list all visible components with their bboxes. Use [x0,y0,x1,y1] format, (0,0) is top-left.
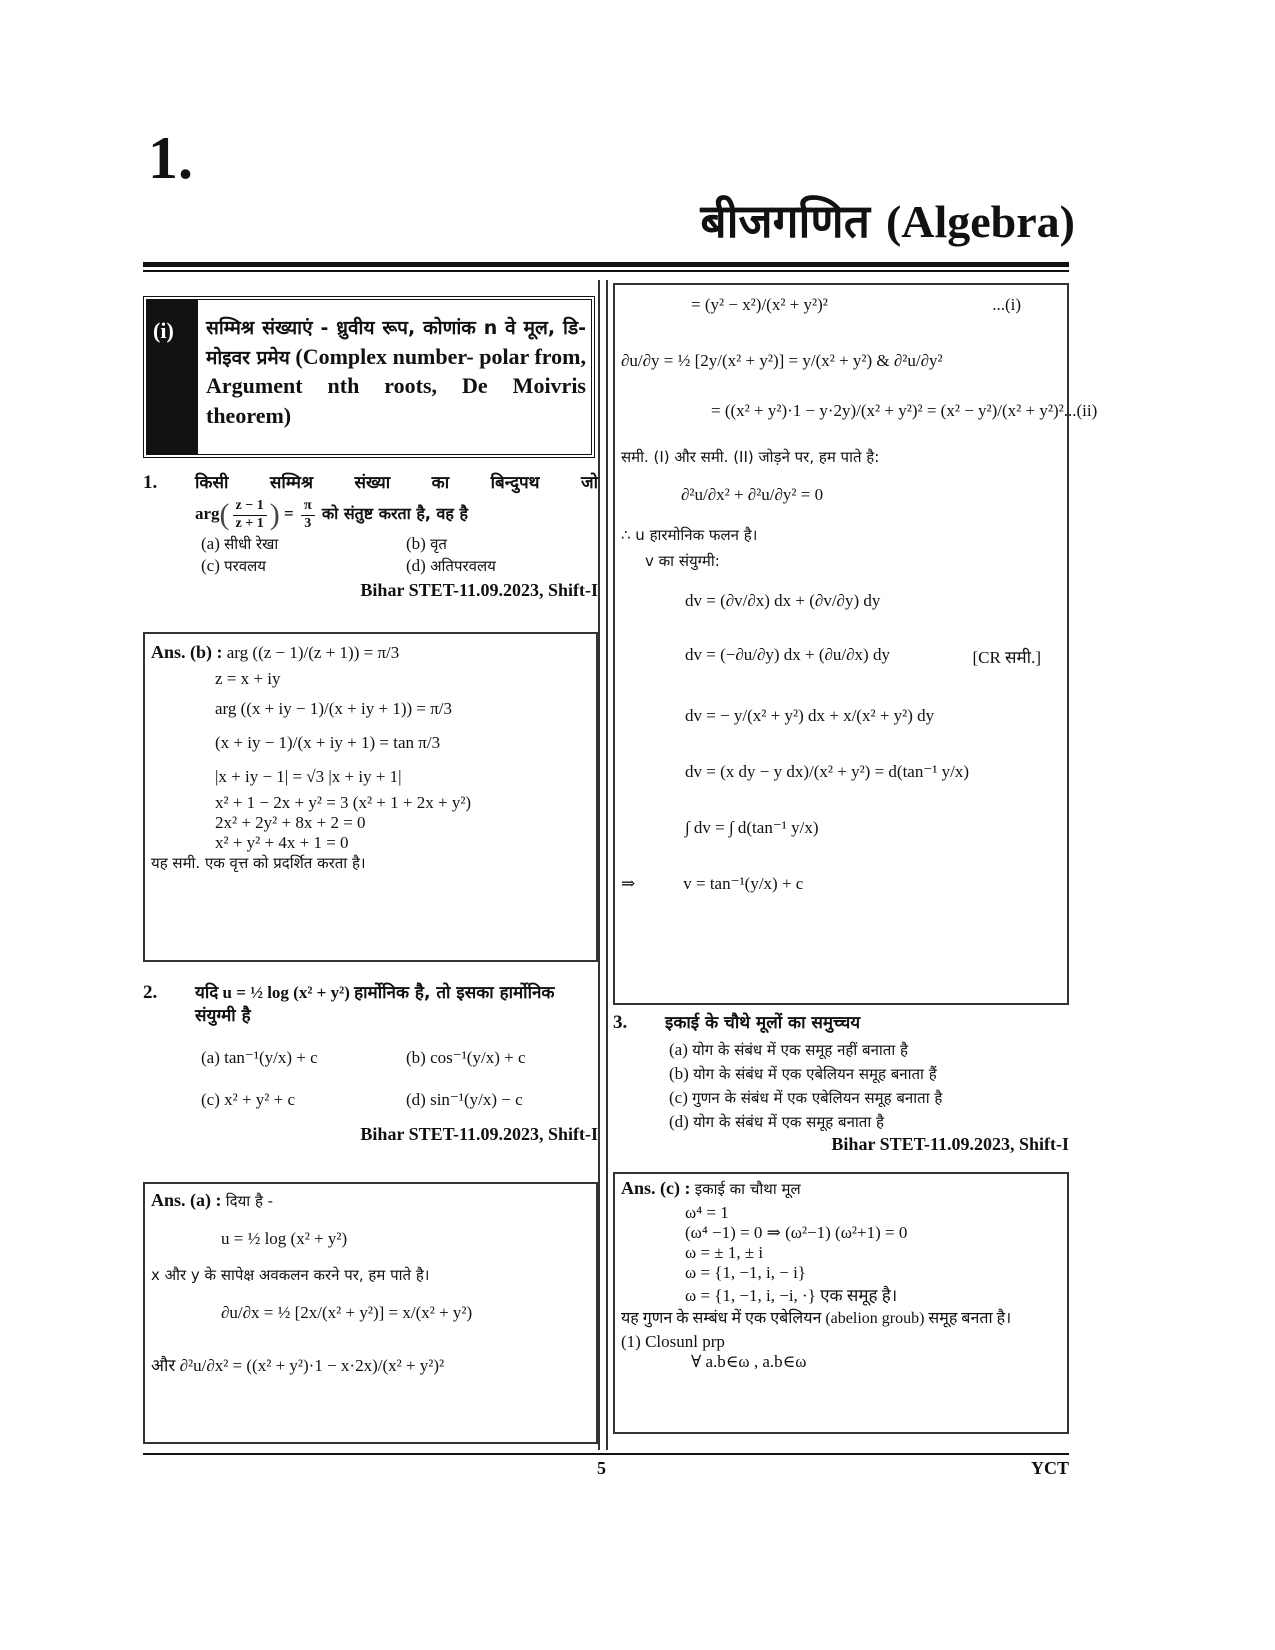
equation-tag: ...(ii) [1063,401,1098,420]
answer-paragraph: यह गुणन के सम्बंध में एक एबेलियन (abelion groub) समूह बनता है। [621,1310,1012,1327]
options-list [201,534,598,576]
option-d[interactable]: (d) sin⁻¹(y/x) − c [406,1090,523,1109]
answer-line: arg ((x + iy − 1)/(x + iy + 1)) = π/3 [215,699,453,718]
answer-line: ω = {1, −1, i, −i, ·} एक समूह है। [685,1286,898,1305]
answer-line: x² + 1 − 2x + y² = 3 (x² + 1 + 2x + y²) [215,793,472,812]
option-a[interactable]: (a) tan⁻¹(y/x) + c [201,1048,318,1067]
topic-divider [195,300,198,454]
answer-line: ∫ dv = ∫ d(tan⁻¹ y/x) [685,818,819,837]
answer-line: (1) Closunl prp [621,1332,725,1351]
answer-line: और ∂²u/∂x² = ((x² + y²)·1 − x·2x)/(x² + y²)² [151,1356,445,1375]
answer-line: z = x + iy [215,669,281,688]
answer-line: (x + iy − 1)/(x + iy + 1) = tan π/3 [215,733,441,752]
option-d[interactable]: (d) योग के संबंध में एक समूह बनाता है [669,1112,884,1131]
page-number: 5 [597,1458,606,1478]
answer-line: dv = − y/(x² + y²) dx + x/(x² + y²) dy [685,706,935,725]
header-rule [143,262,1069,267]
option-b[interactable]: (b) cos⁻¹(y/x) + c [406,1048,526,1067]
option-b[interactable]: (b) योग के संबंध में एक एबेलियन समूह बनाता हैं [669,1064,937,1083]
options-list [201,1048,598,1110]
column-divider [606,280,608,1450]
question-text: यदि u = ½ log (x² + y²) हार्मोनिक है, तो इसका हार्मोनिक संयुग्मी है [195,983,555,1026]
answer-line: dv = (x dy − y dx)/(x² + y²) = d(tan⁻¹ y/x) [685,762,970,781]
column-divider [598,280,600,1450]
answer-conclusion: यह समी. एक वृत्त को प्रदर्शित करता है। [151,854,366,872]
topic-title [206,312,586,431]
option-a[interactable]: (a) सीधी रेखा [201,534,279,553]
question-2 [143,980,598,1145]
answer-label: Ans. (b) : [151,642,223,662]
question-text: किसी सम्मिश्र संख्या का बिन्दुपथ जो [195,473,598,493]
question-expression: arg( $\frac{z - 1}{z + 1}$ ) = $\frac{\pi}{3}$ को संतुष्ट करता है, वह है [195,498,468,531]
answer-line: 2x² + 2y² + 8x + 2 = 0 [215,813,366,832]
option-c[interactable]: (c) परवलय [201,556,266,575]
answer-line: dv = (−∂u/∂y) dx + (∂u/∂x) dy [685,645,890,664]
option-d[interactable]: (d) अतिपरवलय [406,556,496,575]
question-source: Bihar STET-11.09.2023, Shift-I [360,580,598,600]
chapter-title-hindi: बीजगणित [700,194,870,248]
answer-line: ω⁴ = 1 [685,1203,729,1222]
answer-line: = ((x² + y²)·1 − y·2y)/(x² + y²)² = (x² − y²)/(x² + y²)² [711,401,1064,420]
answer-line: = (y² − x²)/(x² + y²)² [691,295,828,314]
header-rule-thin [143,270,1069,272]
answer-intro: इकाई का चौथा मूल [694,1180,801,1198]
answer-line: (ω⁴ −1) = 0 ⇒ (ω²−1) (ω²+1) = 0 [685,1223,908,1242]
question-text: इकाई के चौथे मूलों का समुच्चय [665,1013,861,1033]
answer-line: ω = ± 1, ± i [685,1243,764,1262]
answer-box-3 [613,1172,1069,1434]
option-c[interactable]: (c) x² + y² + c [201,1090,296,1109]
implies-icon: ⇒ [621,874,636,893]
answer-line: ω = {1, −1, i, − i} [685,1263,806,1282]
question-3 [613,1010,1069,1155]
answer-line: |x + iy − 1| = √3 |x + iy + 1| [215,767,402,786]
answer-line: dv = (∂v/∂x) dx + (∂v/∂y) dy [685,591,881,610]
topic-tag: (i) [147,300,195,454]
answer-line: ∂²u/∂x² + ∂²u/∂y² = 0 [681,485,824,504]
cr-note: [CR समी.] [972,648,1041,667]
question-source: Bihar STET-11.09.2023, Shift-I [831,1134,1069,1154]
topic-title-hindi: सम्मिश्र संख्याएं - ध्रुवीय रूप, कोणांक n वे मूल, डि- मोइवर प्रमेय [206,317,586,369]
answer-line: ∂u/∂x = ½ [2x/(x² + y²)] = x/(x² + y²) [221,1303,473,1322]
publisher-brand: YCT [1030,1458,1069,1478]
answer-box-1 [143,632,598,962]
chapter-title [700,194,1075,248]
answer-label: Ans. (a) : [151,1190,222,1210]
question-1 [143,470,598,601]
footer-rule [143,1453,1069,1455]
answer-line: x² + y² + 4x + 1 = 0 [215,833,349,852]
chapter-number: 1. [148,125,193,191]
question-number: 3. [613,1012,628,1033]
answer-line: ∂u/∂y = ½ [2y/(x² + y²)] = y/(x² + y²) & ∂²u/∂y² [621,351,943,370]
answer-line: समी. (I) और समी. (II) जोड़ने पर, हम पाते है: [621,448,880,466]
chapter-title-english: (Algebra) [885,196,1075,247]
answer-box-2-continued [613,283,1098,1005]
answer-given: दिया है - [225,1192,274,1210]
topic-title-english: (Complex number- polar from, Argument nth roots, De Moivris theorem) [206,343,586,429]
answer-line: x और y के सापेक्ष अवकलन करने पर, हम पाते है। [151,1266,430,1284]
question-number: 1. [143,472,158,493]
answer-line: arg ((z − 1)/(z + 1)) = π/3 [226,643,400,662]
question-source: Bihar STET-11.09.2023, Shift-I [360,1124,598,1144]
answer-label: Ans. (c) : [621,1178,691,1198]
answer-line: ∴ u हारमोनिक फलन है। [621,526,758,544]
options-list [669,1040,1069,1132]
question-number: 2. [143,982,158,1003]
answer-box-2 [143,1182,598,1444]
answer-line: ∀ a.b∈ω , a.b∈ω [691,1352,807,1371]
option-b[interactable]: (b) वृत [406,534,447,553]
answer-line: u = ½ log (x² + y²) [221,1229,348,1248]
answer-line: v का संयुग्मी: [645,552,720,570]
option-c[interactable]: (c) गुणन के संबंध में एक एबेलियन समूह बनाता है [669,1088,943,1107]
option-a[interactable]: (a) योग के संबंध में एक समूह नहीं बनाता है [669,1040,908,1059]
answer-final: ⇒ v = tan⁻¹(y/x) + c [621,874,804,893]
equation-tag: ...(i) [992,295,1021,314]
